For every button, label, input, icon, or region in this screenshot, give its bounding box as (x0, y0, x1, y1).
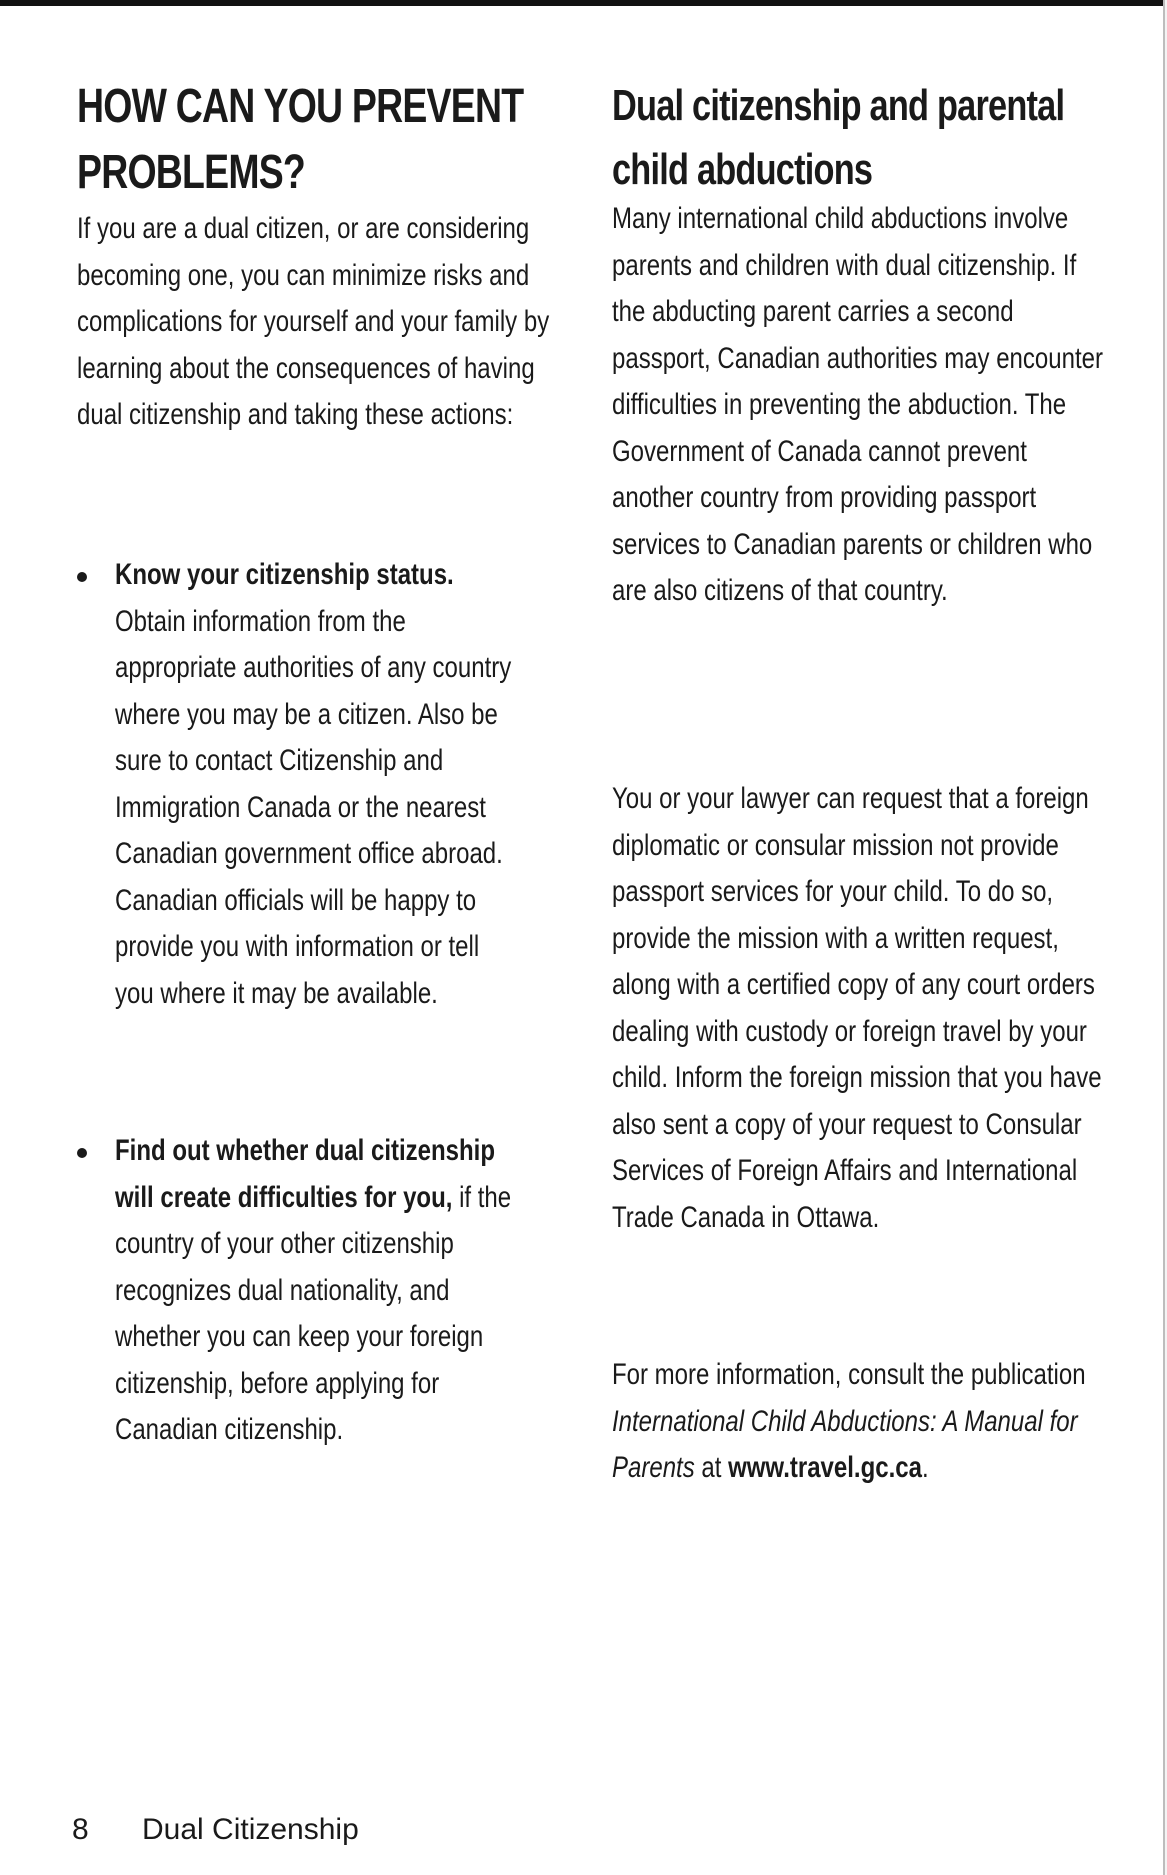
bullet-icon (77, 572, 87, 582)
abductions-paragraph: Many international child abductions involve parents and children with dual citizenship. If the abducting parent carries a second passport, Canadian authorities may encounter difficulties in preventing the abduction. The Government of Canada cannot prevent another country from providing passport services to Canadian parents or children who are also citizens of that country. (612, 202, 1103, 607)
page-footer (72, 1812, 359, 1848)
publication-title: International Child Abductions: A Manual for Parents (612, 1404, 1078, 1484)
list-item-lead: Find out whether dual citizenship will create difficulties for you, (115, 1134, 496, 1214)
list-item-text (115, 552, 515, 1017)
list-item-text (115, 1128, 515, 1454)
footer-title: Dual Citizenship (142, 1813, 359, 1846)
more-info-suffix: . (921, 1451, 929, 1484)
travel-website-link[interactable]: www.travel.gc.ca (728, 1451, 922, 1484)
more-info-mid: at (694, 1451, 729, 1484)
list-item-lead: Know your citizenship status. (115, 558, 454, 591)
section-heading-prevent-problems: HOW CAN YOU PREVENT PROBLEMS? (77, 80, 524, 199)
more-info-paragraph (612, 1352, 1112, 1492)
list-item-body: Obtain information from the appropriate authorities of any country where you may be a citizen. Also be sure to contact Citizenship and Immigration Canada or the nearest Canadian government office abroad. Canadian officials will be happy to provide you with information or tell you where it may be available. (115, 604, 512, 1010)
page-edge (1163, 0, 1167, 1875)
section-heading-abductions: Dual citizenship and parental child abductions (612, 81, 1065, 194)
list-item (77, 1128, 615, 1454)
page-number: 8 (72, 1813, 89, 1846)
list-item (77, 552, 615, 1017)
top-rule (0, 0, 1167, 6)
list-item-body: if the country of your other citizenship recognizes dual nationality, and whether you can keep your foreign citizenship, before applying for Canadian citizenship. (115, 1180, 512, 1446)
request-paragraph: You or your lawyer can request that a foreign diplomatic or consular mission not provide passport services for your child. To do so, provide the mission with a written request, along with a certified copy of any court orders dealing with custody or foreign travel by your child. Inform the foreign mission that you have also sent a copy of your request to Consular Services of Foreign Affairs and International Trade Canada in Ottawa. (612, 782, 1102, 1234)
more-info-prefix: For more information, consult the publication (612, 1358, 1086, 1391)
bullet-icon (77, 1148, 87, 1158)
intro-paragraph: If you are a dual citizen, or are considering becoming one, you can minimize risks and complications for yourself and your family by learning about the consequences of having dual citizenship and taking these actions: (77, 212, 550, 431)
